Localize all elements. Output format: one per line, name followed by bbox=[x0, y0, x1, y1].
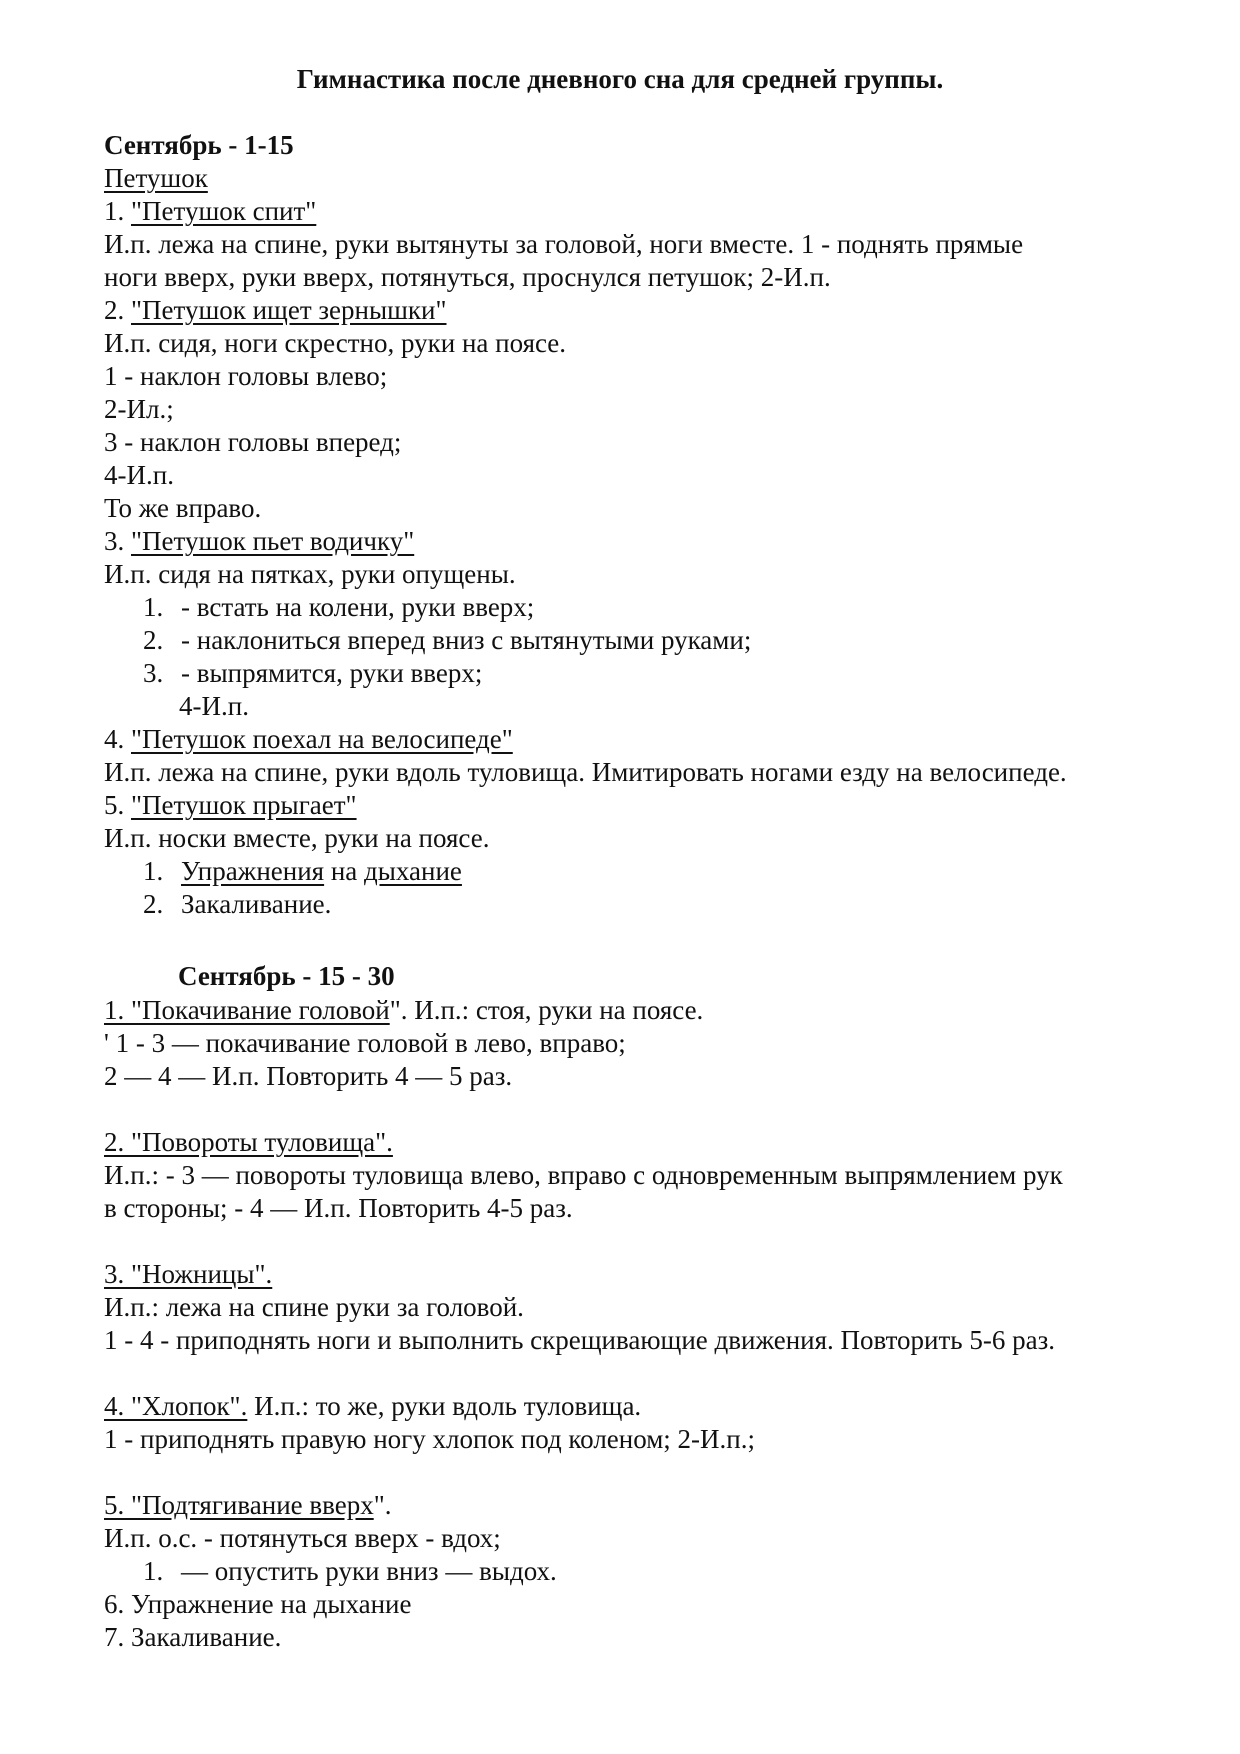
list-text: дыхание bbox=[364, 856, 462, 886]
exercise-text: 7. Закаливание. bbox=[104, 1622, 282, 1652]
exercise-text: 6. Упражнение на дыхание bbox=[104, 1589, 412, 1619]
exercise-number: 2. bbox=[104, 295, 131, 325]
exercise-text: И.п. носки вместе, руки на поясе. bbox=[104, 823, 490, 853]
list-number: 2. bbox=[143, 889, 164, 919]
exercise-text: ". bbox=[373, 1490, 392, 1520]
exercise-text: ". И.п.: стоя, руки на поясе. bbox=[389, 995, 704, 1025]
exercise-number: 5. bbox=[104, 790, 131, 820]
list-number: 1. bbox=[143, 1556, 164, 1586]
exercise-text: в стороны; - 4 — И.п. Повторить 4-5 раз. bbox=[104, 1193, 573, 1223]
list-item bbox=[143, 1555, 557, 1587]
exercise-text: 4-И.п. bbox=[104, 460, 174, 490]
section-subheading: Петушок bbox=[104, 163, 208, 193]
exercise-4-title-line bbox=[104, 1390, 641, 1422]
list-item bbox=[143, 855, 462, 887]
exercise-title: "Петушок ищет зернышки" bbox=[131, 295, 447, 325]
exercise-text: 1 - наклон головы влево; bbox=[104, 361, 388, 391]
exercise-5-title-line bbox=[104, 1489, 391, 1521]
exercise-text: 2-Ил.; bbox=[104, 394, 174, 424]
exercise-number: 4. bbox=[104, 724, 131, 754]
exercise-text: И.п.: - 3 — повороты туловища влево, вправо с одновременным выпрямлением рук bbox=[104, 1160, 1063, 1190]
list-text: - встать на колени, руки вверх; bbox=[181, 592, 535, 622]
exercise-text: И.п. лежа на спине, руки вытянуты за головой, ноги вместе. 1 - поднять прямые bbox=[104, 229, 1024, 259]
list-item bbox=[143, 657, 482, 689]
exercise-text: ' 1 - 3 — покачивание головой в лево, вправо; bbox=[104, 1028, 626, 1058]
list-item bbox=[143, 624, 751, 656]
exercise-4-title-line bbox=[104, 723, 513, 755]
list-text: Закаливание. bbox=[181, 889, 332, 919]
exercise-text: И.п. сидя на пятках, руки опущены. bbox=[104, 559, 516, 589]
exercise-title: 3. "Ножницы". bbox=[104, 1259, 273, 1289]
exercise-title: 4. "Хлопок". bbox=[104, 1391, 248, 1421]
exercise-1-title-line bbox=[104, 994, 703, 1026]
exercise-text: 3 - наклон головы вперед; bbox=[104, 427, 402, 457]
exercise-title: "Петушок пьет водичку" bbox=[131, 526, 415, 556]
exercise-text: И.п. сидя, ноги скрестно, руки на поясе. bbox=[104, 328, 567, 358]
exercise-number: 3. bbox=[104, 526, 131, 556]
list-item bbox=[143, 888, 331, 920]
list-item bbox=[143, 591, 534, 623]
exercise-title: 1. "Покачивание головой bbox=[104, 995, 390, 1025]
list-number: 1. bbox=[143, 856, 164, 886]
exercise-text: 2 — 4 — И.п. Повторить 4 — 5 раз. bbox=[104, 1061, 513, 1091]
exercise-text: 1 - 4 - приподнять ноги и выполнить скрещивающие движения. Повторить 5-6 раз. bbox=[104, 1325, 1056, 1355]
exercise-2-title-line bbox=[104, 294, 447, 326]
exercise-5-title-line bbox=[104, 789, 357, 821]
list-text: на bbox=[324, 856, 365, 886]
exercise-title: 2. "Повороты туловища". bbox=[104, 1127, 393, 1157]
document-title: Гимнастика после дневного сна для средней группы. bbox=[296, 64, 944, 94]
list-number: 2. bbox=[143, 625, 164, 655]
exercise-text: 4-И.п. bbox=[179, 691, 249, 721]
list-text: - выпрямится, руки вверх; bbox=[181, 658, 483, 688]
exercise-text: И.п.: лежа на спине руки за головой. bbox=[104, 1292, 524, 1322]
section-heading-1: Сентябрь - 1-15 bbox=[104, 130, 294, 160]
exercise-1-title-line bbox=[104, 195, 316, 227]
list-text: Упражнения bbox=[181, 856, 325, 886]
list-text: - наклониться вперед вниз с вытянутыми руками; bbox=[181, 625, 752, 655]
exercise-text: То же вправо. bbox=[104, 493, 262, 523]
exercise-text: И.п. лежа на спине, руки вдоль туловища. Имитировать ногами езду на велосипеде. bbox=[104, 757, 1067, 787]
section-heading-2: Сентябрь - 15 - 30 bbox=[178, 961, 395, 991]
exercise-text: 1 - приподнять правую ногу хлопок под коленом; 2-И.п.; bbox=[104, 1424, 755, 1454]
list-text: — опустить руки вниз — выдох. bbox=[181, 1556, 557, 1586]
exercise-title: "Петушок поехал на велосипеде" bbox=[131, 724, 513, 754]
exercise-title: "Петушок спит" bbox=[131, 196, 317, 226]
list-number: 1. bbox=[143, 592, 164, 622]
exercise-text: ноги вверх, руки вверх, потянуться, проснулся петушок; 2-И.п. bbox=[104, 262, 831, 292]
exercise-number: 1. bbox=[104, 196, 131, 226]
exercise-text: И.п.: то же, руки вдоль туловища. bbox=[247, 1391, 642, 1421]
exercise-title: 5. "Подтягивание вверх bbox=[104, 1490, 374, 1520]
list-number: 3. bbox=[143, 658, 164, 688]
exercise-3-title-line bbox=[104, 525, 414, 557]
exercise-text: И.п. о.с. - потянуться вверх - вдох; bbox=[104, 1523, 501, 1553]
exercise-title: "Петушок прыгает" bbox=[131, 790, 357, 820]
